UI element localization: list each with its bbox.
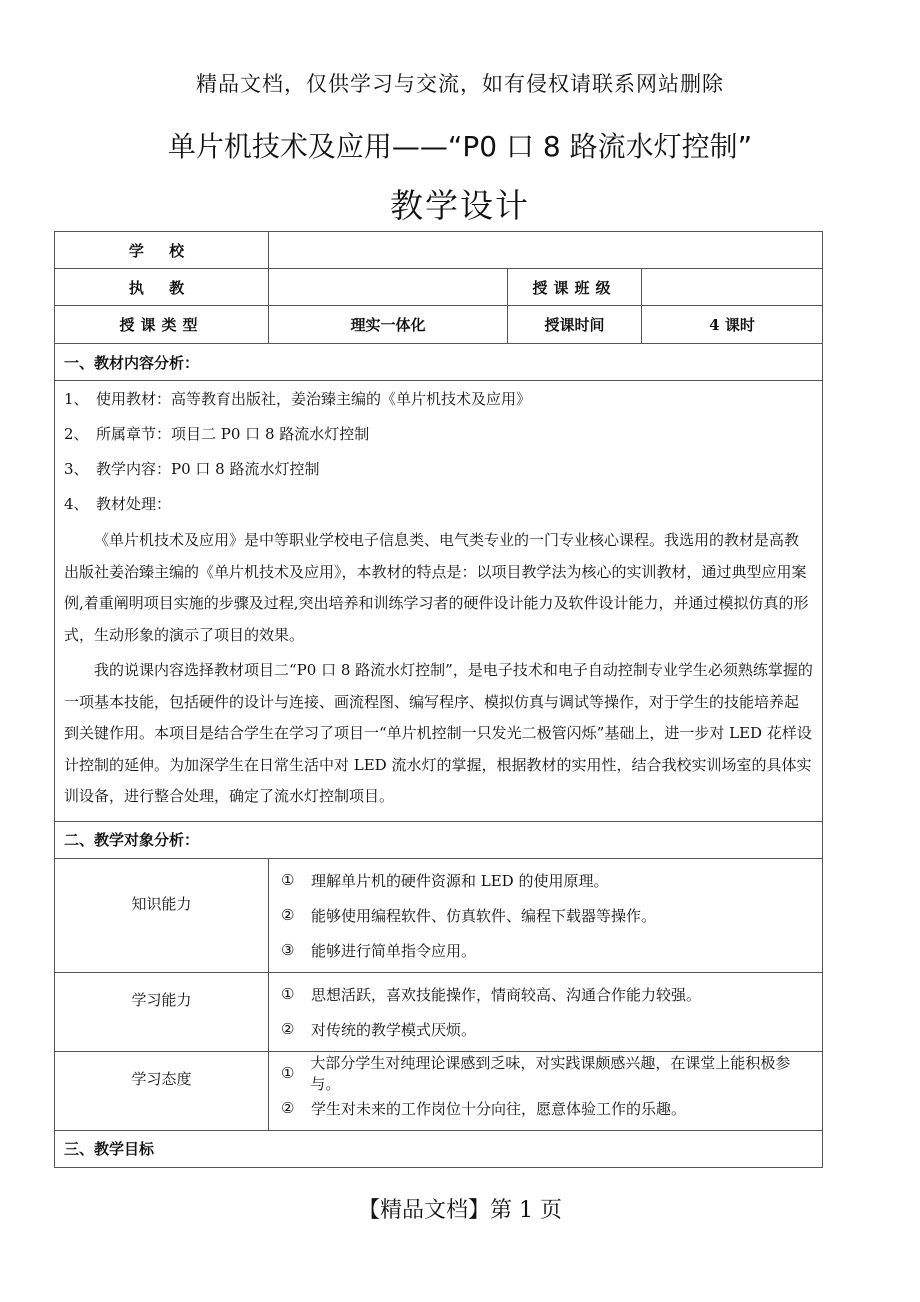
page-footer: 【精品文档】第 1 页 — [358, 1198, 562, 1223]
item-text: 大部分学生对纯理论课感到乏味，对实践课颇感兴趣，在课堂上能积极参与。 — [310, 1054, 791, 1093]
item-text: 思想活跃，喜欢技能操作，情商较高、沟通合作能力较强。 — [311, 985, 702, 1004]
item-marker: ① — [281, 871, 295, 889]
lesson-plan-table — [54, 231, 823, 1168]
item-number: 1、 — [64, 390, 89, 408]
item-number: 2、 — [64, 425, 89, 443]
item-marker: ② — [281, 1020, 295, 1038]
hours-value: 4 课时 — [642, 306, 823, 344]
type-value: 理实一体化 — [269, 306, 508, 344]
row-knowledge — [55, 858, 823, 972]
item-text: 教材处理： — [96, 495, 172, 513]
row-section1-heading — [55, 344, 823, 381]
header-note: 精品文档，仅供学习与交流，如有侵权请联系网站删除 — [196, 72, 724, 96]
class-value — [642, 269, 823, 306]
school-value — [269, 232, 823, 269]
learning-label: 学习能力 — [55, 972, 269, 1051]
list-item — [281, 898, 810, 933]
item-text: 所属章节：项目二 P0 口 8 路流水灯控制 — [96, 425, 370, 443]
item-number: 3、 — [64, 460, 89, 478]
item-marker: ① — [281, 985, 295, 1003]
knowledge-label: 知识能力 — [55, 858, 269, 972]
list-item — [64, 486, 813, 521]
section3-heading: 三、教学目标 — [55, 1130, 823, 1167]
hours-label: 授课时间 — [508, 306, 642, 344]
row-section3-heading — [55, 1130, 823, 1167]
item-marker: ① — [281, 1064, 295, 1082]
type-label: 授课类型 — [55, 306, 269, 344]
list-item — [281, 1056, 810, 1091]
school-label: 学 校 — [55, 232, 269, 269]
list-item — [281, 1091, 810, 1126]
list-item — [64, 416, 813, 451]
paragraph-textbook: 《单片机技术及应用》是中等职业学校电子信息类、电气类专业的一门专业核心课程。我选用的教材是高教出版社姜治臻主编的《单片机技术及应用》，本教材的特点是：以项目教学法为核心的实训教材，通过典型应用案例,着重阐明项目实施的步骤及过程,突出培养和训练学习者的硬件设计能力及软件设计能力，并通过模拟仿真的形式，生动形象的演示了项目的效果。 — [64, 531, 809, 644]
item-marker: ② — [281, 906, 295, 924]
item-text: 能够使用编程软件、仿真软件、编程下载器等操作。 — [311, 906, 657, 925]
teacher-label: 执 教 — [55, 269, 269, 306]
section1-heading: 一、教材内容分析： — [55, 344, 823, 381]
list-item — [281, 933, 810, 968]
item-text: 对传统的教学模式厌烦。 — [311, 1020, 477, 1039]
item-text: 学生对未来的工作岗位十分向往，愿意体验工作的乐趣。 — [311, 1099, 687, 1118]
row-type — [55, 306, 823, 344]
attitude-label: 学习态度 — [55, 1051, 269, 1130]
item-text: 能够进行简单指令应用。 — [311, 941, 477, 960]
knowledge-points — [269, 858, 823, 972]
list-item — [281, 1012, 810, 1047]
item-text: 使用教材：高等教育出版社，姜治臻主编的《单片机技术及应用》 — [96, 390, 532, 408]
row-school — [55, 232, 823, 269]
row-learning — [55, 972, 823, 1051]
list-item — [64, 451, 813, 486]
list-item — [64, 381, 813, 416]
item-marker: ③ — [281, 941, 295, 959]
paragraph-content-choice: 我的说课内容选择教材项目二“P0 口 8 路流水灯控制”，是电子技术和电子自动控制专业学生必须熟练掌握的一项基本技能，包括硬件的设计与连接、画流程图、编写程序、模拟仿真与调试等操作，对于学生的技能培养起到关键作用。本项目是结合学生在学习了项目一“单片机控制一只发光二极管闪烁”基础上，进一步对 LED 花样设计控制的延伸。为加深学生在日常生活中对 LED 流水灯的掌握，根据教材的实用性，结合我校实训场室的具体实训设备，进行整合处理，确定了流水灯控制项目。 — [64, 661, 813, 805]
row-section2-heading — [55, 821, 823, 858]
item-number: 4、 — [64, 495, 89, 513]
class-label: 授课班级 — [508, 269, 642, 306]
teacher-value — [269, 269, 508, 306]
item-text: 理解单片机的硬件资源和 LED 的使用原理。 — [311, 871, 609, 890]
section2-heading: 二、教学对象分析： — [55, 821, 823, 858]
document-title: 单片机技术及应用——“P0 口 8 路流水灯控制” — [167, 130, 753, 163]
row-section1-body — [55, 381, 823, 822]
item-text: 教学内容：P0 口 8 路流水灯控制 — [96, 460, 320, 478]
list-item — [281, 863, 810, 898]
document-subtitle: 教学设计 — [390, 186, 530, 225]
row-teacher — [55, 269, 823, 306]
row-attitude — [55, 1051, 823, 1130]
attitude-points — [269, 1051, 823, 1130]
learning-points — [269, 972, 823, 1051]
section1-body — [55, 381, 823, 822]
list-item — [281, 977, 810, 1012]
item-marker: ② — [281, 1099, 295, 1117]
